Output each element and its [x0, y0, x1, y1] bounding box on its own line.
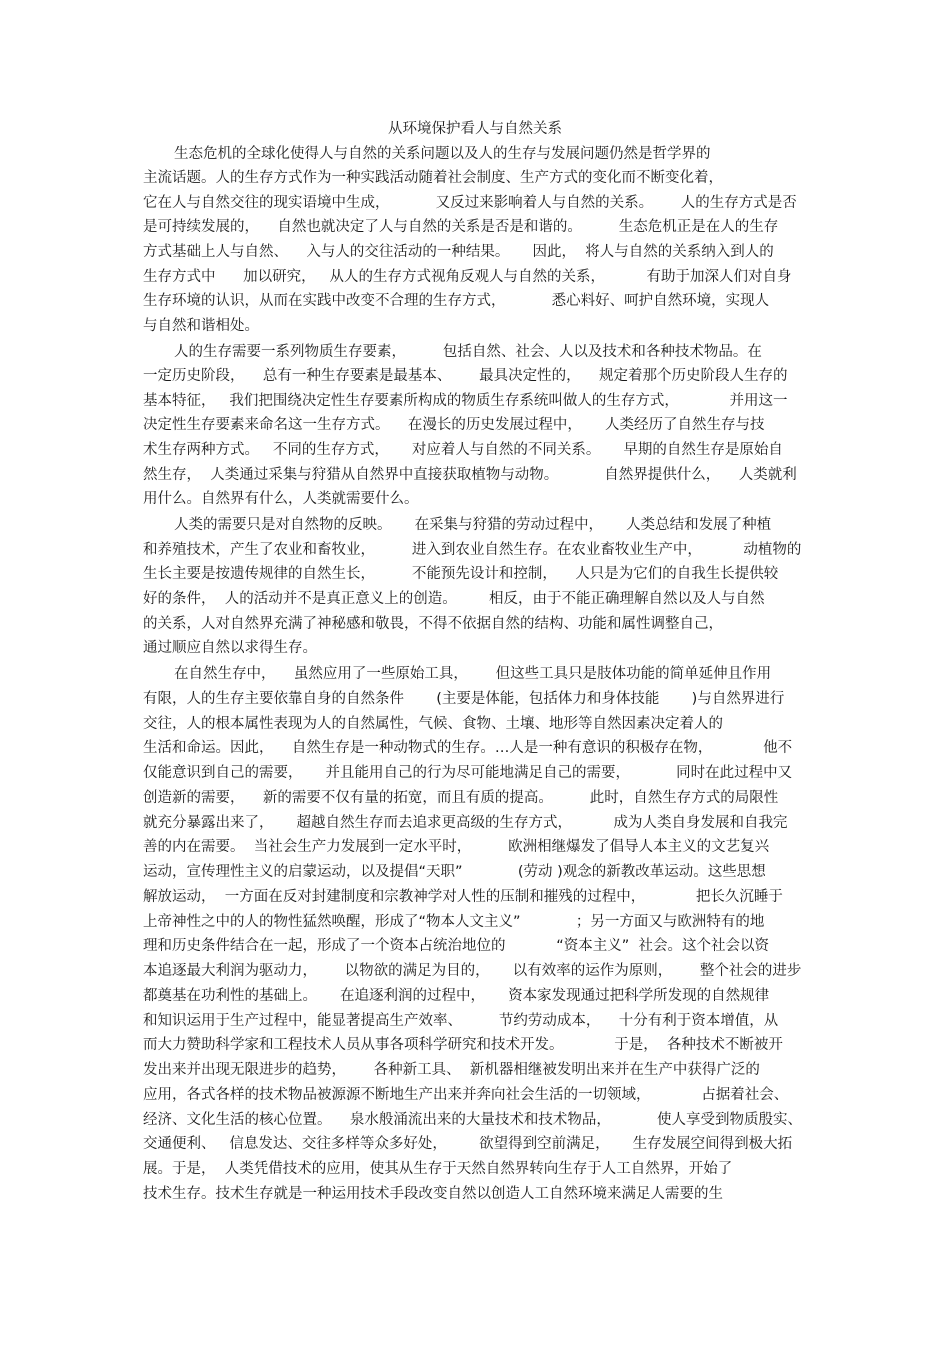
paragraph-line: 然生存， 人类通过采集与狩猎从自然界中直接获取植物与动物。 自然界提供什么， 人类就利 [143, 467, 797, 483]
paragraph-line: 仅能意识到自己的需要， 并且能用自己的行为尽可能地满足自己的需要， 同时在此过程中又 [143, 765, 793, 781]
paragraph-line: 主流话题。人的生存方式作为一种实践活动随着社会制度、生产方式的变化而不断变化着， [143, 170, 723, 186]
paragraph-line: 善的内在需要。 当社会生产力发展到一定水平时， 欧洲相继爆发了倡导人本主义的文艺复兴 [143, 839, 770, 855]
paragraph-line: 生存方式中 加以研究， 从人的生存方式视角反观人与自然的关系， 有助于加深人们对自身 [143, 269, 792, 285]
document-title: 从环境保护看人与自然关系 [388, 121, 562, 137]
paragraph-line: 是可持续发展的， 自然也就决定了人与自然的关系是否是和谐的。 生态危机正是在人的生存 [143, 219, 779, 235]
paragraph-line: 展。于是， 人类凭借技术的应用，使其从生存于天然自然界转向生存于人工自然界，开始了 [143, 1161, 733, 1177]
paragraph-line: 生活和命运。因此， 自然生存是一种动物式的生存。…人是一种有意识的积极存在物， 他不 [143, 740, 793, 756]
paragraph-line: 本追逐最大利润为驱动力， 以物欲的满足为目的， 以有效率的运作为原则， 整个社会的进步 [143, 963, 802, 979]
paragraph-line: 都奠基在功利性的基础上。 在追逐利润的过程中， 资本家发现通过把科学所发现的自然规律 [143, 988, 770, 1004]
paragraph-line: 技术生存。技术生存就是一种运用技术手段改变自然以创造人工自然环境来满足人需要的生 [143, 1186, 723, 1202]
paragraph-line: 和养殖技术，产生了农业和畜牧业， 进入到农业自然生存。在农业畜牧业生产中， 动植物的 [143, 542, 802, 558]
paragraph-line: 解放运动， 一方面在反对封建制度和宗教神学对人性的压制和摧残的过程中， 把长久沉睡于 [143, 889, 783, 905]
paragraph-line: 生长主要是按遗传规律的自然生长， 不能预先设计和控制， 人只是为它们的自我生长提供较 [143, 566, 779, 582]
paragraph-line: 与自然和谐相处。 [143, 318, 259, 334]
paragraph-line: 应用，各式各样的技术物品被源源不断地生产出来并奔向社会生活的一切领域， 占据着社会、 [143, 1087, 789, 1103]
paragraph-line: 创造新的需要， 新的需要不仅有量的拓宽，而且有质的提高。 此时，自然生存方式的局限性 [143, 790, 779, 806]
paragraph-line: 而大力赞助科学家和工程技术人员从事各项科学研究和技术开发。 于是， 各种技术不断被开 [143, 1037, 783, 1053]
paragraph-line: 生存环境的认识，从而在实践中改变不合理的生存方式， 悉心料好、呵护自然环境，实现人 [143, 293, 770, 309]
paragraph-line: 决定性生存要素来命名这一生存方式。 在漫长的历史发展过程中， 人类经历了自然生存与技 [143, 417, 765, 433]
paragraph-line: 经济、文化生活的核心位置。 泉水般涌流出来的大量技术和技术物品， 使人享受到物质殷实、 [143, 1112, 803, 1128]
paragraph-line: 和知识运用于生产过程中，能显著提高生产效率、 节约劳动成本， 十分有利于资本增值，从 [143, 1013, 779, 1029]
paragraph-line: 生态危机的全球化使得人与自然的关系问题以及人的生存与发展问题仍然是哲学界的 [174, 146, 711, 162]
paragraph-line: 用什么。自然界有什么，人类就需要什么。 [143, 491, 419, 507]
paragraph-line: 人的生存需要一系列物质生存要素， 包括自然、社会、人以及技术和各种技术物品。在 [174, 344, 762, 360]
paragraph-line: 一定历史阶段， 总有一种生存要素是最基本、 最具决定性的， 规定着那个历史阶段人生存的 [143, 368, 788, 384]
paragraph-line: 术生存两种方式。 不同的生存方式， 对应着人与自然的不同关系。 早期的自然生存是原始自 [143, 442, 783, 458]
paragraph-line: 方式基础上人与自然、 入与人的交往活动的一种结果。 因此， 将人与自然的关系纳入到人的 [143, 244, 774, 260]
paragraph-line: 有限，人的生存主要依靠自身的自然条件 (主要是体能，包括体力和身体技能 )与自然界进行 [143, 691, 785, 707]
paragraph-line: 交通便利、 信息发达、交往多样等众多好处， 欲望得到空前满足， 生存发展空间得到极大拓 [143, 1136, 793, 1152]
paragraph-line: 它在人与自然交往的现实语境中生成， 又反过来影响着人与自然的关系。 人的生存方式是否 [143, 195, 797, 211]
paragraph-line: 运动，宣传理性主义的启蒙运动，以及提倡“天职” (劳动 )观念的新教改革运动。这些思想 [143, 864, 766, 880]
paragraph-line: 通过顺应自然以求得生存。 [143, 640, 317, 656]
paragraph-line: 的关系，人对自然界充满了神秘感和敬畏，不得不依据自然的结构、功能和属性调整自己， [143, 616, 723, 632]
paragraph-line: 好的条件， 人的活动并不是真正意义上的创造。 相反，由于不能正确理解自然以及人与自然 [143, 591, 765, 607]
paragraph-line: 就充分暴露出来了， 超越自然生存而去追求更高级的生存方式， 成为人类自身发展和自我完 [143, 815, 788, 831]
paragraph-line: 交往，人的根本属性表现为人的自然属性，气候、食物、土壤、地形等自然因素决定着人的 [143, 716, 723, 732]
paragraph-line: 上帝神性之中的人的物性猛然唤醒，形成了“物本人文主义” ；另一方面又与欧洲特有的地 [143, 914, 765, 930]
paragraph-line: 人类的需要只是对自然物的反映。 在采集与狩猎的劳动过程中， 人类总结和发展了种植 [174, 517, 772, 533]
paragraph-line: 理和历史条件结合在一起，形成了一个资本占统治地位的 “资本主义” 社会。这个社会以资 [143, 938, 769, 954]
paragraph-line: 基本特征， 我们把围绕决定性生存要素所构成的物质生存系统叫做人的生存方式， 并用这一 [143, 393, 788, 409]
paragraph-line: 发出来并出现无限进步的趋势， 各种新工具、 新机器相继被发明出来并在生产中获得广泛的 [143, 1062, 760, 1078]
paragraph-line: 在自然生存中， 虽然应用了一些原始工具， 但这些工具只是肢体功能的简单延伸且作用 [174, 666, 772, 682]
